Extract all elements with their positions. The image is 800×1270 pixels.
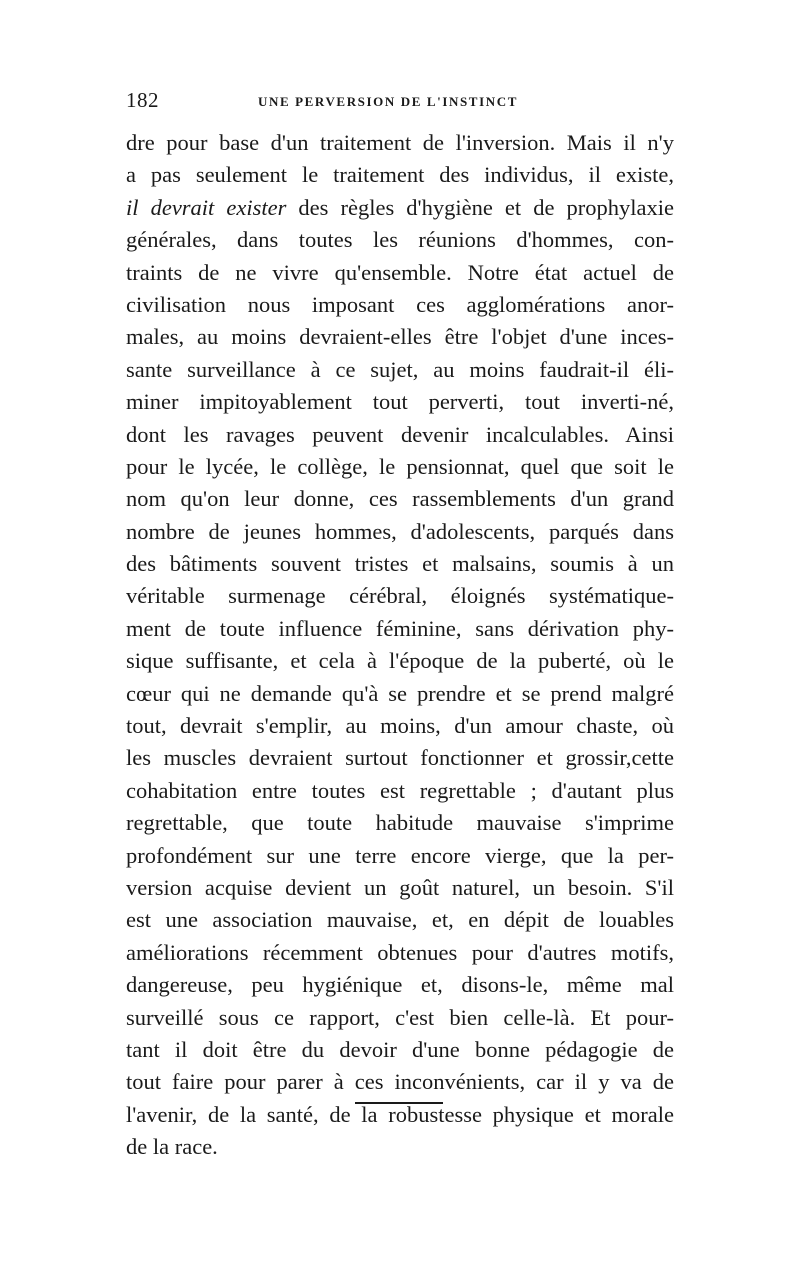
text-line xyxy=(126,289,674,321)
text-line xyxy=(126,645,674,677)
text-line-segment: les muscles devraient surtout fonctionner et grossir,cette xyxy=(126,745,674,771)
text-line-segment: nombre de jeunes hommes, d'adolescents, parqués dans xyxy=(126,518,674,544)
end-rule xyxy=(355,1102,443,1104)
text-line xyxy=(126,451,674,483)
text-line xyxy=(126,742,674,774)
text-line-segment: tant il doit être du devoir d'une bonne pédagogie de xyxy=(126,1036,674,1062)
text-line-segment: véritable surmenage cérébral, éloignés systématique- xyxy=(126,583,674,609)
text-line-segment: des règles d'hygiène et de prophylaxie xyxy=(286,194,674,220)
text-line-segment: pour le lycée, le collège, le pensionnat, quel que soit le xyxy=(126,453,674,479)
text-line-segment: miner impitoyablement tout perverti, tout inverti-né, xyxy=(126,389,674,415)
text-line-segment: dont les ravages peuvent devenir incalculables. Ainsi xyxy=(126,421,674,447)
italic-phrase: il devrait exister xyxy=(126,194,287,220)
text-line-segment: sique suffisante, et cela à l'époque de la puberté, où le xyxy=(126,648,674,674)
text-line xyxy=(126,1034,674,1066)
text-line xyxy=(126,1002,674,1034)
text-line xyxy=(126,548,674,580)
text-line xyxy=(126,127,674,159)
text-line-segment: version acquise devient un goût naturel, un besoin. S'il xyxy=(126,874,674,900)
text-line xyxy=(126,516,674,548)
text-line-segment: traints de ne vivre qu'ensemble. Notre état actuel de xyxy=(126,259,674,285)
text-line xyxy=(126,872,674,904)
page-number: 182 xyxy=(126,88,159,112)
text-line xyxy=(126,354,674,386)
text-line xyxy=(126,224,674,256)
text-line-segment: civilisation nous imposant ces agglomérations anor- xyxy=(126,291,674,317)
body-text xyxy=(126,127,674,1164)
text-line-segment: générales, dans toutes les réunions d'hommes, con- xyxy=(126,227,674,253)
text-line-segment: a pas seulement le traitement des individus, il existe, xyxy=(126,162,674,188)
text-line xyxy=(126,613,674,645)
text-line xyxy=(126,807,674,839)
text-line-segment: regrettable, que toute habitude mauvaise s'imprime xyxy=(126,810,674,836)
text-line xyxy=(126,483,674,515)
text-line xyxy=(126,710,674,742)
text-line xyxy=(126,969,674,1001)
text-line-segment: profondément sur une terre encore vierge, que la per- xyxy=(126,842,674,868)
running-title: UNE PERVERSION DE L'INSTINCT xyxy=(258,94,518,109)
text-line xyxy=(126,1066,674,1098)
text-line xyxy=(126,904,674,936)
text-line-segment: améliorations récemment obtenues pour d'autres motifs, xyxy=(126,939,674,965)
text-line-segment: est une association mauvaise, et, en dépit de louables xyxy=(126,907,674,933)
text-line xyxy=(126,775,674,807)
text-line-segment: tout, devrait s'emplir, au moins, d'un amour chaste, où xyxy=(126,713,674,739)
text-line-segment: de la race. xyxy=(126,1134,218,1160)
text-line xyxy=(126,321,674,353)
text-line-segment: dangereuse, peu hygiénique et, disons-le, même mal xyxy=(126,972,674,998)
text-line-segment: ment de toute influence féminine, sans dérivation phy- xyxy=(126,615,674,641)
text-line-segment: des bâtiments souvent tristes et malsains, soumis à un xyxy=(126,551,674,577)
text-line-segment: cœur qui ne demande qu'à se prendre et se prend malgré xyxy=(126,680,674,706)
text-line-segment: males, au moins devraient-elles être l'objet d'une inces- xyxy=(126,324,674,350)
text-line xyxy=(126,159,674,191)
text-line-segment: cohabitation entre toutes est regrettable ; d'autant plus xyxy=(126,777,674,803)
page-header xyxy=(126,88,676,118)
text-line xyxy=(126,257,674,289)
text-line-segment: l'avenir, de la santé, de la robustesse physique et morale xyxy=(126,1101,674,1127)
text-line-segment: nom qu'on leur donne, ces rassemblements d'un grand xyxy=(126,486,674,512)
text-line xyxy=(126,937,674,969)
text-line xyxy=(126,678,674,710)
text-line xyxy=(126,840,674,872)
text-line xyxy=(126,580,674,612)
text-line-segment: surveillé sous ce rapport, c'est bien celle-là. Et pour- xyxy=(126,1004,674,1030)
text-line xyxy=(126,192,674,224)
text-line xyxy=(126,1131,674,1163)
text-line-segment: dre pour base d'un traitement de l'inversion. Mais il n'y xyxy=(126,130,674,155)
text-line xyxy=(126,386,674,418)
text-line xyxy=(126,419,674,451)
text-line-segment: tout faire pour parer à ces inconvénients, car il y va de xyxy=(126,1069,674,1095)
text-line-segment: sante surveillance à ce sujet, au moins faudrait-il éli- xyxy=(126,356,674,382)
